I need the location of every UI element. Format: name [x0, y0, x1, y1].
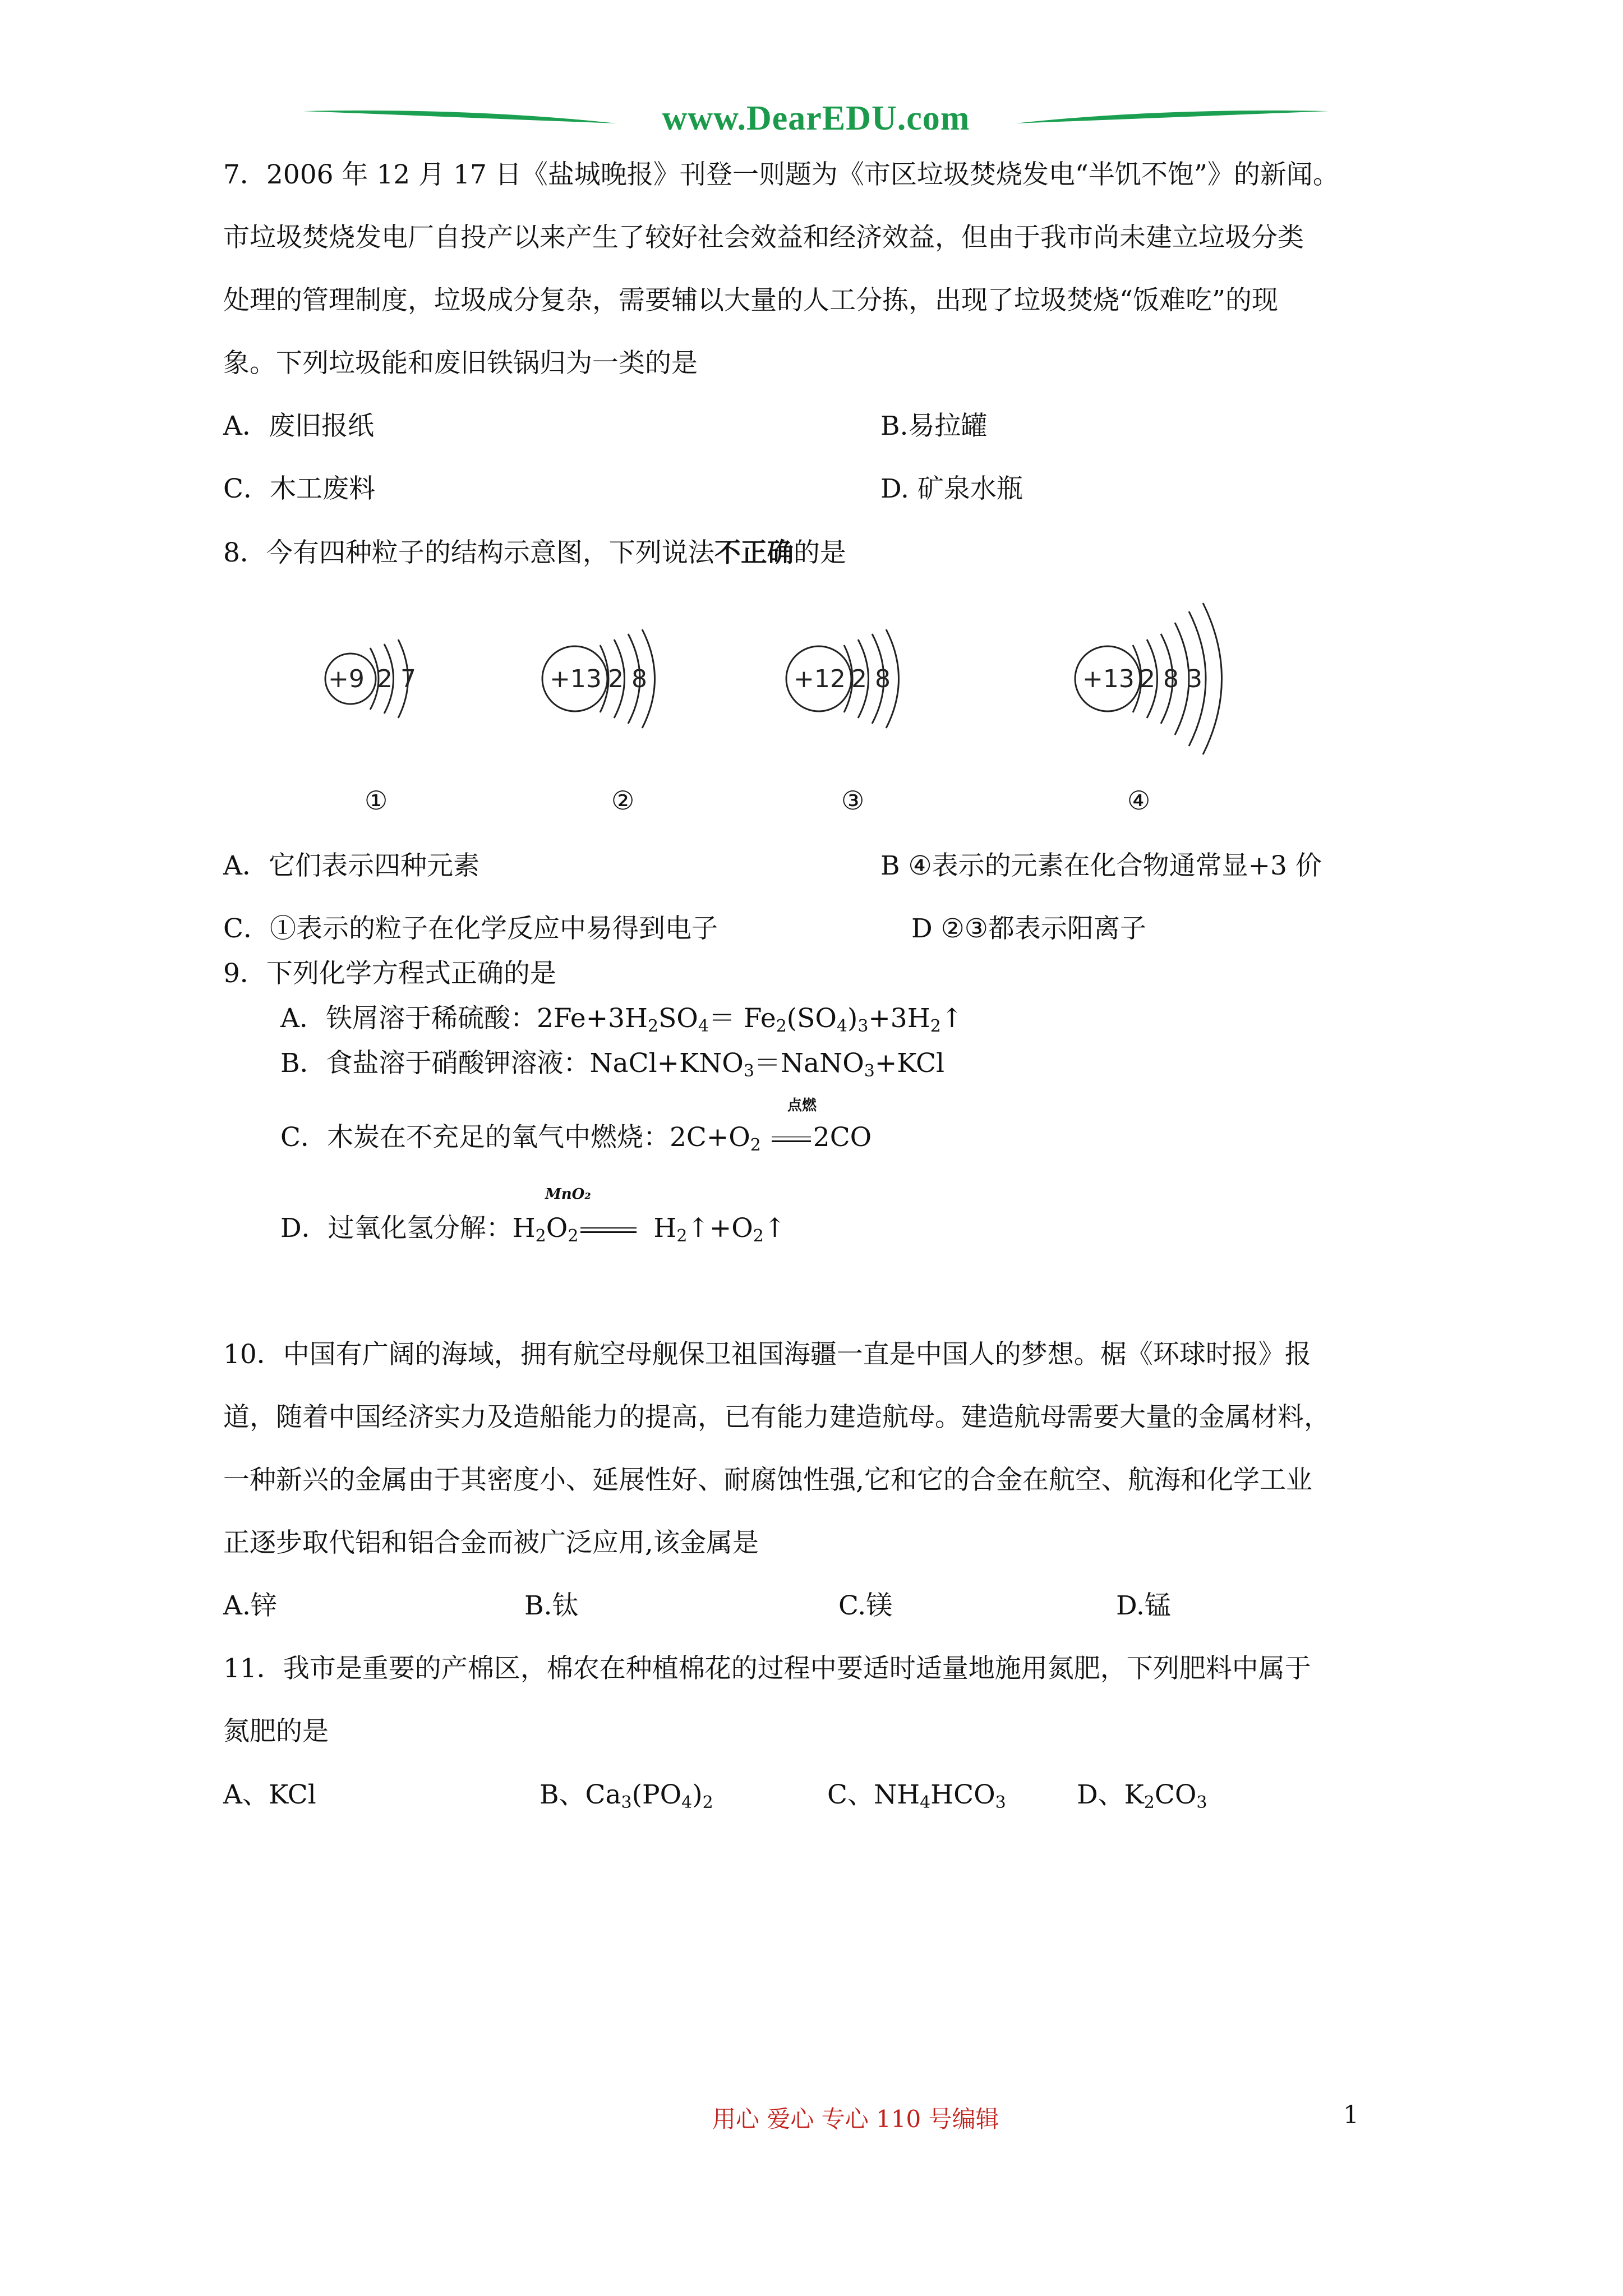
q7-option-b: B.易拉罐: [880, 411, 988, 441]
q7-option-a: A．废旧报纸: [223, 411, 374, 441]
atom-3-nucleus: +12: [794, 665, 846, 693]
atom-2-shells: 2 8: [608, 665, 647, 693]
q8-stem: [223, 536, 846, 570]
q10-option-c: C.镁: [838, 1590, 893, 1621]
q8-stem-pre: 8．今有四种粒子的结构示意图，下列说法: [223, 537, 714, 568]
atom-4-label: ④: [1127, 785, 1151, 816]
q10-option-d: D.锰: [1116, 1590, 1171, 1621]
q11-line-1: 11．我市是重要的产棉区，棉农在种植棉花的过程中要适时适量地施用氮肥，下列肥料中属于: [223, 1653, 1311, 1684]
q7-line-4: 象。下列垃圾能和废旧铁锅归为一类的是: [223, 348, 698, 379]
q11-option-d: D、$K_2CO_3$: [1077, 1779, 1207, 1812]
q9-c-condition: 点燃: [787, 1097, 817, 1114]
q9-option-c: C．木炭在不充足的氧气中燃烧：$2C+O_2$ 2CO: [280, 1122, 872, 1155]
q11-option-a: A、KCl: [223, 1779, 316, 1810]
q7-line-2: 市垃圾焚烧发电厂自投产以来产生了较好社会效益和经济效益，但由于我市尚未建立垃圾分类: [223, 222, 1304, 253]
atom-1-label: ①: [365, 785, 388, 816]
atom-1-shells: 2 7: [377, 665, 416, 693]
q9-option-b: B．食盐溶于硝酸钾溶液：$NaCl+KNO_3=NaNO_3+KCl$: [280, 1048, 945, 1081]
q9-stem: 9．下列化学方程式正确的是: [223, 958, 556, 989]
atom-4-nucleus: +13: [1082, 665, 1135, 693]
q8-option-c: C．①表示的粒子在化学反应中易得到电子: [223, 913, 718, 944]
q8-option-d: D ②③都表示阳离子: [911, 913, 1146, 944]
q11-option-b: B、$Ca_3(PO_4)_2$: [540, 1779, 713, 1812]
q8-option-a: A．它们表示四种元素: [223, 850, 479, 881]
atom-2-diagram: [542, 629, 655, 728]
q9-option-d: D．过氧化氢分解：$H_2O_2$ $H_2↑+O_2↑$: [280, 1213, 786, 1246]
atom-4-diagram: [1075, 603, 1222, 754]
q10-option-b: B.钛: [524, 1590, 579, 1621]
site-header-banner: [303, 94, 1329, 145]
q10-line-1: 10．中国有广阔的海域，拥有航空母舰保卫祖国海疆一直是中国人的梦想。椐《环球时报》报: [223, 1339, 1311, 1370]
q10-line-2: 道，随着中国经济实力及造船能力的提高，已有能力建造航母。建造航母需要大量的金属材料，: [223, 1402, 1330, 1433]
atom-3-shells: 2 8: [851, 665, 891, 693]
atom-3-label: ③: [841, 785, 865, 816]
atom-4-shells: 2 8 3: [1140, 665, 1202, 693]
q8-stem-post: 的是: [793, 537, 846, 568]
q10-line-4: 正逐步取代铝和铝合金而被广泛应用,该金属是: [223, 1527, 759, 1558]
atom-1-nucleus: +9: [328, 665, 365, 693]
q9-option-a: A．铁屑溶于稀硫酸：$2Fe+3H_2SO_4=$ $Fe_2(SO_4)_3+3H_2↑$: [280, 1003, 963, 1036]
q10-option-a: A.锌: [223, 1590, 277, 1621]
atom-3-diagram: [786, 629, 899, 728]
q7-option-d: D. 矿泉水瓶: [880, 473, 1023, 504]
atom-structure-diagrams: [314, 595, 1267, 774]
q8-option-b: B ④表示的元素在化合物通常显+3 价: [880, 850, 1322, 881]
footer-editor-note: 用心 爱心 专心 110 号编辑: [712, 2105, 999, 2133]
page-number: 1: [1343, 2101, 1359, 2129]
atom-2-nucleus: +13: [550, 665, 602, 693]
q7-line-3: 处理的管理制度，垃圾成分复杂，需要辅以大量的人工分拣，出现了垃圾焚烧“饭难吃”的现: [223, 285, 1279, 316]
q11-line-2: 氮肥的是: [223, 1716, 329, 1747]
q8-stem-emphasis: 不正确: [714, 537, 794, 568]
site-url: www.DearEDU.com: [662, 99, 970, 137]
atom-2-label: ②: [611, 785, 635, 816]
q11-option-c: C、$NH_4HCO_3$: [827, 1779, 1006, 1812]
q7-option-c: C．木工废料: [223, 473, 375, 504]
q9-d-condition: MnO₂: [545, 1186, 591, 1203]
atom-diagram-drawing: [314, 595, 1267, 774]
atom-1-diagram: [325, 639, 416, 718]
q10-line-3: 一种新兴的金属由于其密度小、延展性好、耐腐蚀性强,它和它的合金在航空、航海和化学工业: [223, 1465, 1312, 1496]
q7-line-1: 7．2006 年 12 月 17 日《盐城晚报》刊登一则题为《市区垃圾焚烧发电“半饥不饱”》的新闻。: [223, 159, 1339, 190]
